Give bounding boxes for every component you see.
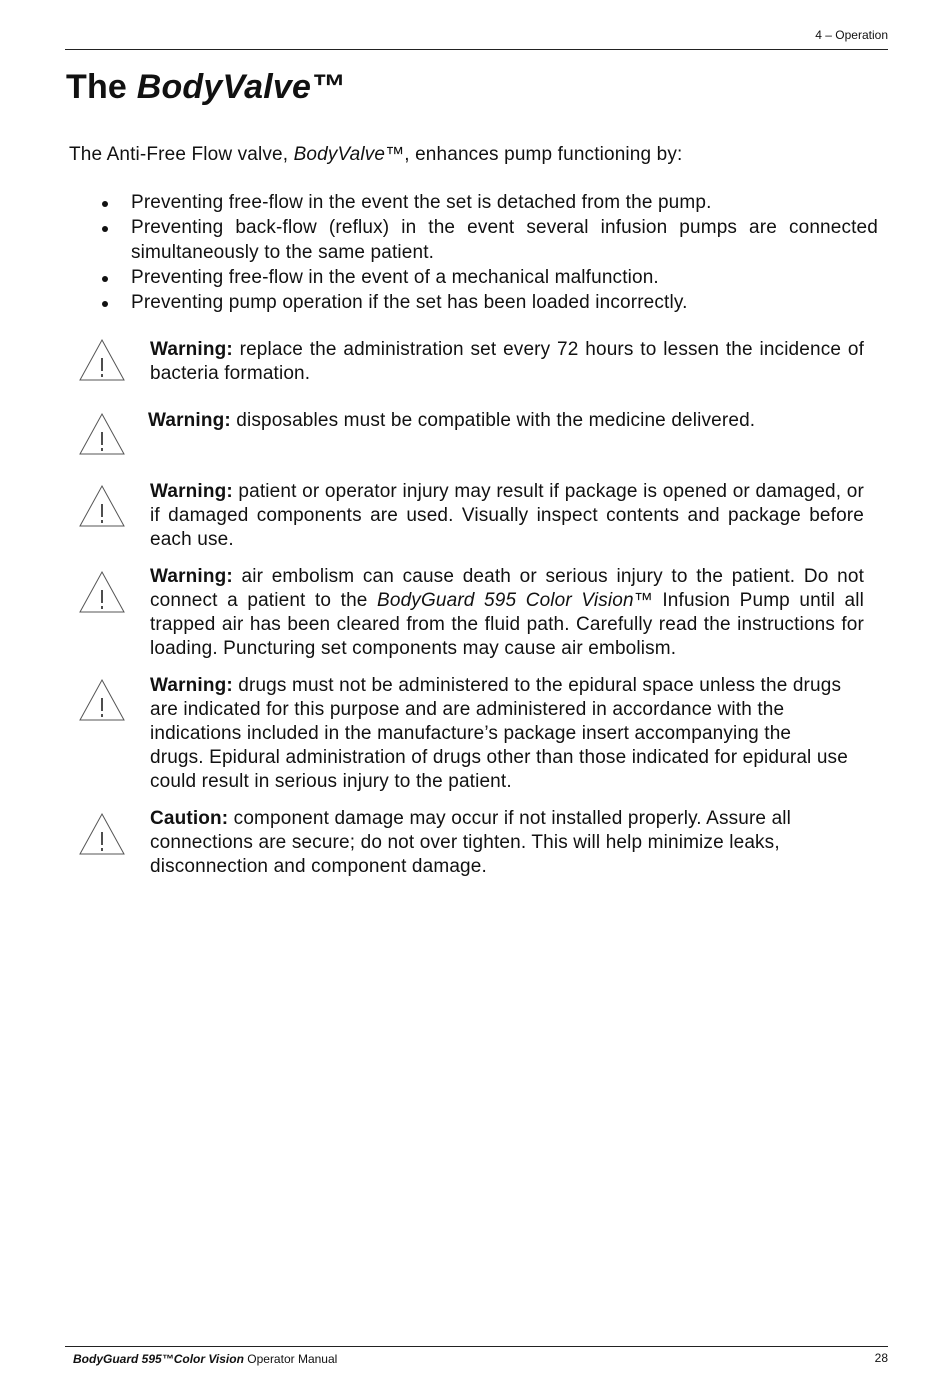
page-header [65,26,888,50]
section-label: 4 – Operation [815,28,888,42]
list-item: Preventing free-flow in the event the set is detached from the pump. [102,190,878,215]
notice-label: Warning: [150,566,233,587]
warning-triangle-icon [78,412,126,456]
list-item: Preventing free-flow in the event of a mechanical malfunction. [102,265,878,290]
page-footer [65,1346,888,1373]
notice-label: Warning: [150,481,233,502]
bullet-icon [102,201,108,207]
list-item: Preventing pump operation if the set has been loaded incorrectly. [102,290,878,315]
notice-text: Warning: disposables must be compatible with the medicine delivered. [148,410,756,431]
manual-title [73,1352,337,1366]
notice-text: Warning: air embolism can cause death or serious injury to the patient. Do not connect a patient to the BodyGuard 595 Color Vision™ Infusion Pump until all trapped air has been cleared from the fluid path. Carefully read the instructions for loading. Puncturing set components may cause air embolism. [150,566,864,659]
page-number: 28 [874,1351,888,1365]
notice-text: Caution: component damage may occur if not installed properly. Assure all connections are secure; do not over tighten. This will help minimize leaks, disconnection and component damage. [150,808,792,877]
page-title [66,68,345,107]
bullet-icon [102,301,108,307]
footer-product: BodyGuard 595™Color Vision [73,1352,244,1366]
notice-text: Warning: replace the administration set every 72 hours to lessen the incidence of bacteria formation. [150,339,864,384]
intro-after: , enhances pump functioning by: [404,144,683,165]
product-name: BodyGuard 595 Color Vision [377,590,634,611]
notice-label: Warning: [150,675,233,696]
footer-manual: Operator Manual [243,1352,338,1366]
title-product: BodyValve™ [136,68,346,106]
notice-text: Warning: patient or operator injury may result if package is opened or damaged, or if damaged components are used. Visually inspect contents and package before each use. [150,481,864,550]
title-prefix: The [66,68,128,106]
warning-triangle-icon [78,678,126,722]
bullet-icon [102,226,108,232]
bullet-icon [102,276,108,282]
warning-triangle-icon [78,338,126,382]
notice-label: Warning: [150,339,233,360]
warning-triangle-icon [78,812,126,856]
notice-label: Caution: [150,808,229,829]
notice-text: Warning: drugs must not be administered to the epidural space unless the drugs are indicated for this purpose and are administered in accordance with the indications included in the manufacture’s package insert accompanying the drugs. Epidural administration of drugs other than those indicated for epidural use could result in serious injury to the patient. [150,675,848,792]
intro-product: BodyValve™ [293,144,405,165]
feature-list [102,190,878,315]
intro-paragraph [69,144,889,166]
list-item: Preventing back-flow (reflux) in the event several infusion pumps are connected simultaneously to the same patient. [102,215,878,265]
warning-triangle-icon [78,484,126,528]
warning-triangle-icon [78,570,126,614]
notice-label: Warning: [148,410,231,431]
intro-before: The Anti-Free Flow valve, [69,144,294,165]
